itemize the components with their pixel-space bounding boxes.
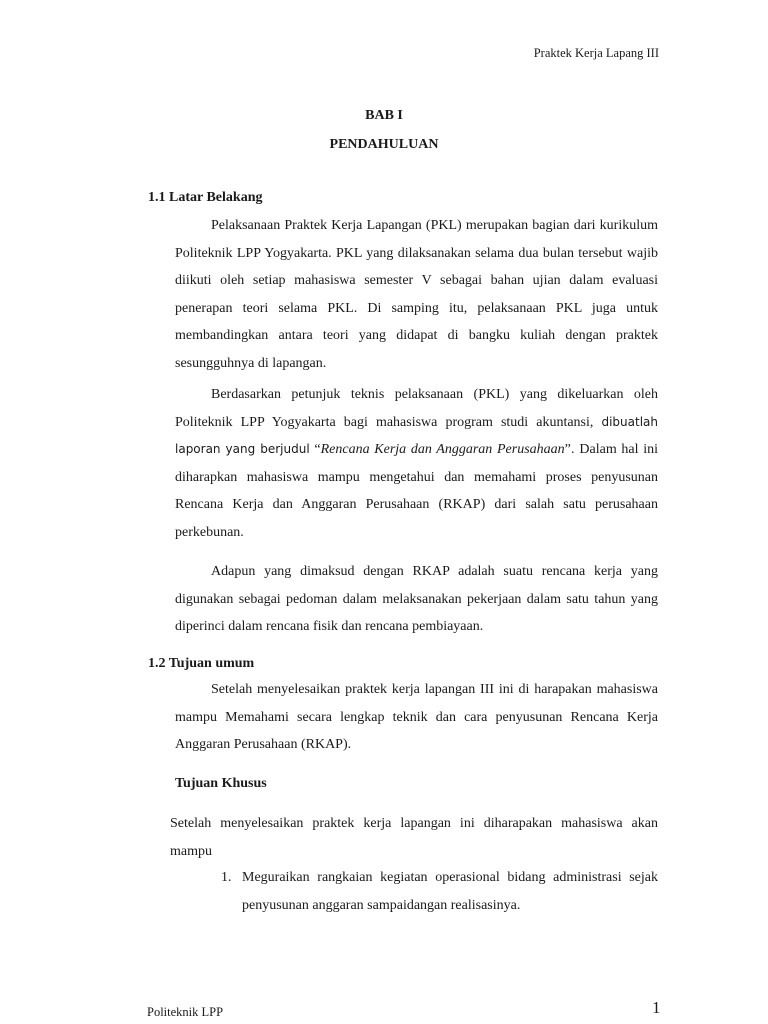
paragraph-tujuan-umum: Setelah menyelesaikan praktek kerja lapangan III ini di harapakan mahasiswa mampu Memahami secara lengkap teknik dan cara penyusunan Rencana Kerja Anggaran Perusahaan (RKAP). — [175, 682, 658, 753]
list-item-number: 1. — [221, 870, 232, 885]
paragraph-2-part-2: Dalam hal ini diharapkan mahasiswa mampu mengetahui dan memahami proses penyusunan Rencana Kerja dan Anggaran Perusahaan (RKAP) dari salah satu perusahaan perkebunan. — [175, 442, 659, 540]
running-header: Praktek Kerja Lapang III — [533, 46, 659, 60]
section-heading-tujuan-umum: 1.2 Tujuan umum — [148, 656, 255, 671]
paragraph-latar-belakang-3: Adapun yang dimaksud dengan RKAP adalah suatu rencana kerja yang digunakan sebagai pedoman dalam melaksanakan pekerjaan dalam satu tahun yang diperinci dalam rencana fisik dan rencana pembiayaan. — [175, 564, 658, 635]
footer-institution: Politeknik LPP — [147, 1005, 224, 1019]
paragraph-latar-belakang-1: Pelaksanaan Praktek Kerja Lapangan (PKL) merupakan bagian dari kurikulum Politeknik LPP Yogyakarta. PKL yang dilaksanakan selama dua bulan tersebut wajib diikuti oleh setiap mahasiswa semester V sebagai bahan ujian dalam evaluasi penerapan teori selama PKL. Di samping itu, pelaksanaan PKL juga untuk membandingkan antara teori yang didapat di bangku kuliah dengan praktek sesungguhnya di lapangan. — [175, 218, 658, 371]
paragraph-2-dot: . — [570, 442, 575, 457]
list-item-text: Meguraikan rangkaian kegiatan operasional bidang administrasi sejak penyusunan anggaran sampaidangan realisasinya. — [242, 870, 658, 913]
list-item — [221, 864, 658, 919]
paragraph-2-part-1: Berdasarkan petunjuk teknis pelaksanaan (PKL) yang dikeluarkan oleh Politeknik LPP Yogyakarta bagi mahasiswa program studi akuntansi, — [175, 387, 658, 430]
section-heading-latar-belakang: 1.1 Latar Belakang — [148, 190, 263, 205]
paragraph-tujuan-khusus: Setelah menyelesaikan praktek kerja lapangan ini diharapakan mahasiswa akan mampu — [170, 816, 658, 859]
chapter-title: PENDAHULUAN — [329, 137, 439, 152]
page-number: 1 — [652, 998, 661, 1017]
paragraph-2-sans-text: dibuatlah laporan yang berjudul — [175, 414, 658, 457]
paragraph-2-open-quote: “ — [309, 442, 321, 458]
chapter-number: BAB I — [365, 108, 403, 123]
paragraph-latar-belakang-2 — [175, 381, 658, 547]
section-heading-tujuan-khusus: Tujuan Khusus — [175, 776, 267, 791]
report-title-italic: Rencana Kerja dan Anggaran Perusahaan — [320, 442, 565, 458]
paragraph-2-close-quote: ” — [564, 442, 571, 458]
